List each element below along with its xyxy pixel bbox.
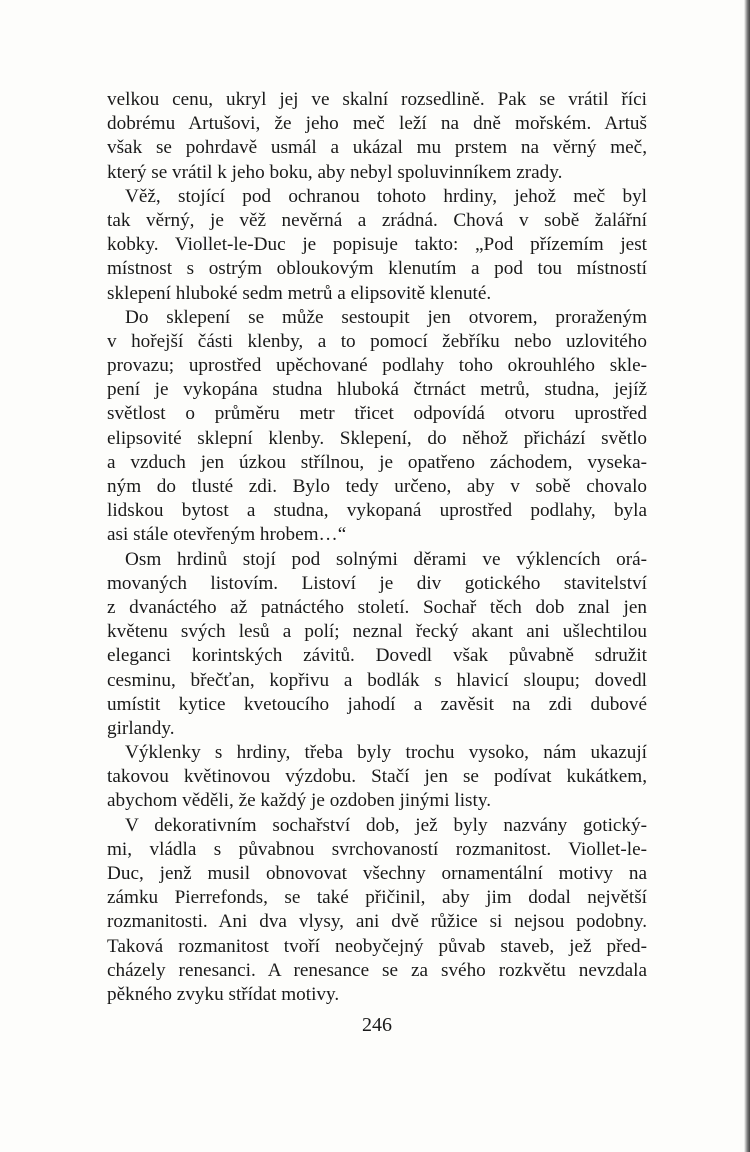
text-line: mi, vládla s půvabnou svrchovaností rozmanitost. Viollet-le- xyxy=(107,838,647,860)
text-line: kobky. Viollet-le-Duc je popisuje takto: „Pod přízemím jest xyxy=(107,234,647,256)
text-line: však se pohrdavě usmál a ukázal mu prstem na věrný meč, xyxy=(107,137,647,159)
text-line: světlost o průměru metr třicet odpovídá otvoru uprostřed xyxy=(107,403,647,425)
text-line: dobrému Artušovi, že jeho meč leží na dně mořském. Artuš xyxy=(107,113,647,135)
page-number: 246 xyxy=(362,1014,392,1036)
text-line: pení je vykopána studna hluboká čtrnáct metrů, studna, jejíž xyxy=(107,379,647,401)
text-line: asi stále otevřeným hrobem…“ xyxy=(107,524,347,546)
text-line: provazu; uprostřed upěchované podlahy toho okrouhlého skle- xyxy=(107,355,647,377)
text-line: místnost s ostrým obloukovým klenutím a pod tou místností xyxy=(107,258,647,280)
text-line: z dvanáctého až patnáctého století. Sochař těch dob znal jen xyxy=(107,596,647,618)
text-line: Věž, stojící pod ochranou tohoto hrdiny, jehož meč byl xyxy=(125,185,647,207)
text-line: ným do tlusté zdi. Bylo tedy určeno, aby v sobě chovalo xyxy=(107,476,647,497)
body-text xyxy=(107,88,647,1007)
text-line: a vzduch jen úzkou střílnou, je opatřeno záchodem, vyseka- xyxy=(107,451,647,473)
text-line: tak věrný, je věž nevěrná a zrádná. Chová v sobě žalářní xyxy=(107,209,647,231)
text-line: velkou cenu, ukryl jej ve skalní rozsedlině. Pak se vrátil říci xyxy=(107,89,647,110)
scan-page-edge xyxy=(744,0,750,1152)
book-page xyxy=(107,88,647,1036)
text-line: Duc, jenž musil obnovovat všechny ornamentální motivy na xyxy=(107,863,647,884)
text-line: Do sklepení se může sestoupit jen otvorem, proraženým xyxy=(125,306,647,328)
text-line: V dekorativním sochařství dob, jež byly nazvány gotický- xyxy=(125,814,647,836)
text-line: květenu svých lesů a polí; neznal řecký akant ani ušlechtilou xyxy=(107,621,647,643)
text-line: pěkného zvyku střídat motivy. xyxy=(107,983,340,1005)
text-line: cesminu, břečťan, kopřivu a bodlák s hlavicí sloupu; dovedl xyxy=(107,669,647,691)
text-line: movaných listovím. Listoví je div gotického stavitelství xyxy=(107,572,647,594)
text-line: sklepení hluboké sedm metrů a elipsovitě klenuté. xyxy=(107,282,492,304)
text-line: abychom věděli, že každý je ozdoben jinými listy. xyxy=(107,790,491,812)
text-line: cházely renesanci. A renesance se za svého rozkvětu nevzdala xyxy=(107,959,647,981)
text-line: rozmanitosti. Ani dva vlysy, ani dvě růžice si nejsou podobny. xyxy=(107,911,647,933)
text-line: lidskou bytost a studna, vykopaná uprostřed podlahy, byla xyxy=(107,500,647,522)
text-line: Výklenky s hrdiny, třeba byly trochu vysoko, nám ukazují xyxy=(125,742,647,764)
text-line: Taková rozmanitost tvoří neobyčejný půvab staveb, jež před- xyxy=(107,935,647,957)
text-line: eleganci korintských závitů. Dovedl však půvabně sdružit xyxy=(107,645,647,667)
text-line: v hořejší části klenby, a to pomocí žebříku nebo uzlovitého xyxy=(107,330,647,352)
text-line: zámku Pierrefonds, se také přičinil, aby jim dodal největší xyxy=(107,887,647,909)
text-line: který se vrátil k jeho boku, aby nebyl spoluvinníkem zrady. xyxy=(107,161,563,183)
text-line: Osm hrdinů stojí pod solnými děrami ve výklencích orá- xyxy=(125,548,647,570)
text-line: takovou květinovou výzdobu. Stačí jen se podívat kukátkem, xyxy=(107,766,647,788)
text-line: umístit kytice kvetoucího jahodí a zavěsit na zdi dubové xyxy=(107,693,647,715)
text-line: elipsovité sklepní klenby. Sklepení, do něhož přichází světlo xyxy=(107,427,647,449)
text-line: girlandy. xyxy=(107,717,175,739)
